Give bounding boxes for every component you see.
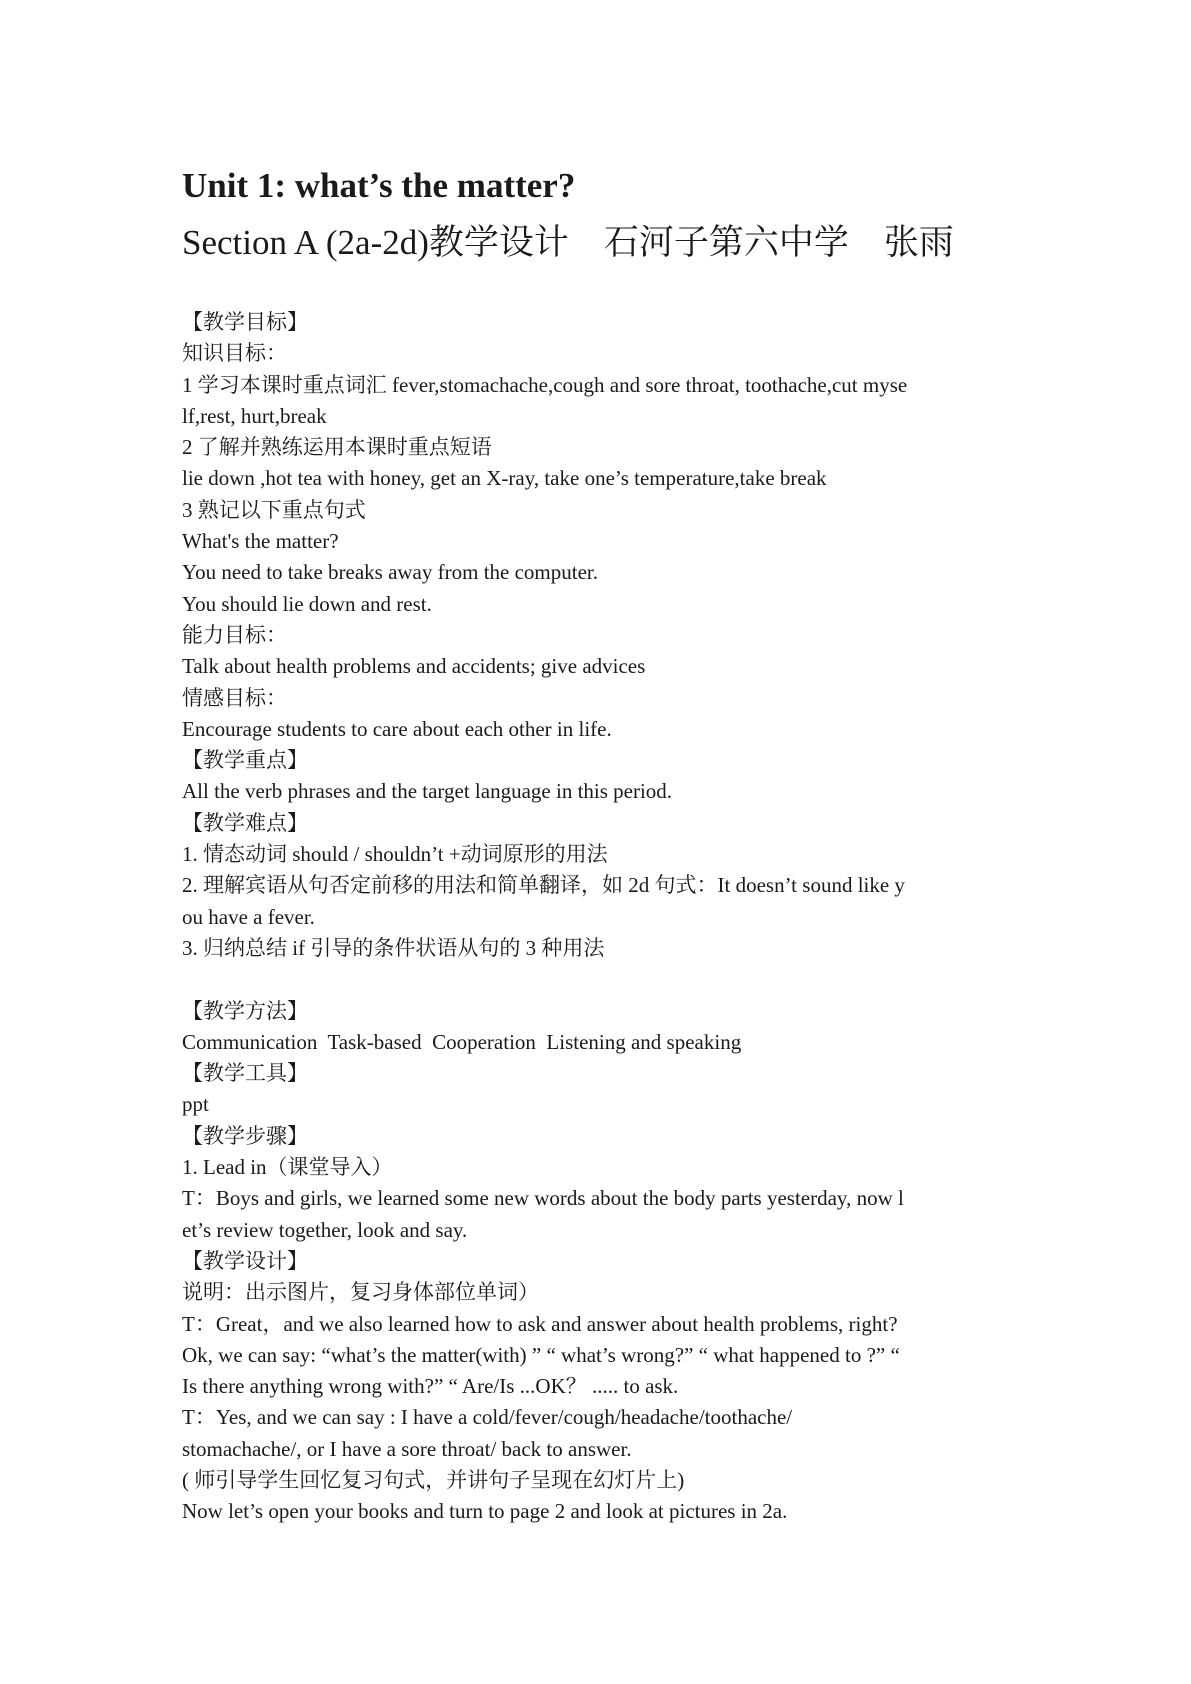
text-line: 情感目标： — [182, 685, 287, 710]
text-line: ou have a fever. — [182, 904, 315, 929]
text-line: 1 学习本课时重点词汇 fever,stomachache,cough and sore throat, toothache,cut myse — [182, 372, 908, 397]
text-line: Talk about health problems and accidents; give advices — [182, 654, 646, 679]
text-line: 3. 归纳总结 if 引导的条件状语从句的 3 种用法 — [182, 935, 605, 960]
text-line: stomachache/, or I have a sore throat/ back to answer. — [182, 1436, 632, 1461]
text-line: 【教学重点】 — [182, 748, 308, 773]
text-line: et’s review together, look and say. — [182, 1217, 468, 1242]
document-page — [182, 160, 1012, 1528]
text-line: Is there anything wrong with?” “ Are/Is ...OK？ ..... to ask. — [182, 1374, 679, 1399]
text-line: ( 师引导学生回忆复习句式，并讲句子呈现在幻灯片上) — [182, 1467, 685, 1492]
text-line: All the verb phrases and the target language in this period. — [182, 779, 673, 804]
text-line: 1. Lead in（课堂导入） — [182, 1155, 393, 1180]
text-line: You should lie down and rest. — [182, 591, 432, 616]
text-line: 知识目标： — [182, 341, 287, 366]
text-line: 2 了解并熟练运用本课时重点短语 — [182, 435, 492, 460]
text-line: What's the matter? — [182, 529, 339, 554]
text-line: 【教学设计】 — [182, 1248, 308, 1273]
text-line: 【教学难点】 — [182, 810, 308, 835]
text-line: Now let’s open your books and turn to page 2 and look at pictures in 2a. — [182, 1499, 788, 1524]
text-line: lie down ,hot tea with honey, get an X-ray, take one’s temperature,take break — [182, 466, 827, 491]
text-line: You need to take breaks away from the computer. — [182, 560, 599, 585]
text-line: Ok, we can say: “what’s the matter(with) ” “ what’s wrong?” “ what happened to ?” “ — [182, 1342, 900, 1367]
text-line: T：Yes, and we can say : I have a cold/fever/cough/headache/toothache/ — [182, 1405, 793, 1430]
text-line: T：Boys and girls, we learned some new words about the body parts yesterday, now l — [182, 1186, 904, 1211]
text-line: Encourage students to care about each other in life. — [182, 716, 612, 741]
text-line: 2. 理解宾语从句否定前移的用法和简单翻译，如 2d 句式：It doesn’t sound like y — [182, 873, 905, 898]
text-line: ppt — [182, 1092, 209, 1117]
text-line: 能力目标： — [182, 622, 287, 647]
text-line: 【教学步骤】 — [182, 1123, 308, 1148]
text-line: 1. 情态动词 should / shouldn’t +动词原形的用法 — [182, 842, 608, 867]
document-subtitle: Section A (2a-2d)教学设计 石河子第六中学 张雨 — [182, 223, 954, 262]
text-line: 【教学方法】 — [182, 998, 308, 1023]
blank-line — [182, 964, 1012, 995]
text-line: lf,rest, hurt,break — [182, 403, 327, 428]
text-line: 【教学目标】 — [182, 310, 308, 334]
text-line: 【教学工具】 — [182, 1061, 308, 1086]
text-line: 3 熟记以下重点句式 — [182, 497, 366, 522]
text-line: Communication Task-based Cooperation Listening and speaking — [182, 1029, 742, 1054]
text-line: 说明：出示图片，复习身体部位单词） — [182, 1280, 539, 1305]
document-body — [182, 307, 1012, 1528]
document-title: Unit 1: what’s the matter? — [182, 166, 576, 205]
spacer — [182, 274, 1012, 307]
text-line: T：Great，and we also learned how to ask and answer about health problems, right? — [182, 1311, 898, 1336]
